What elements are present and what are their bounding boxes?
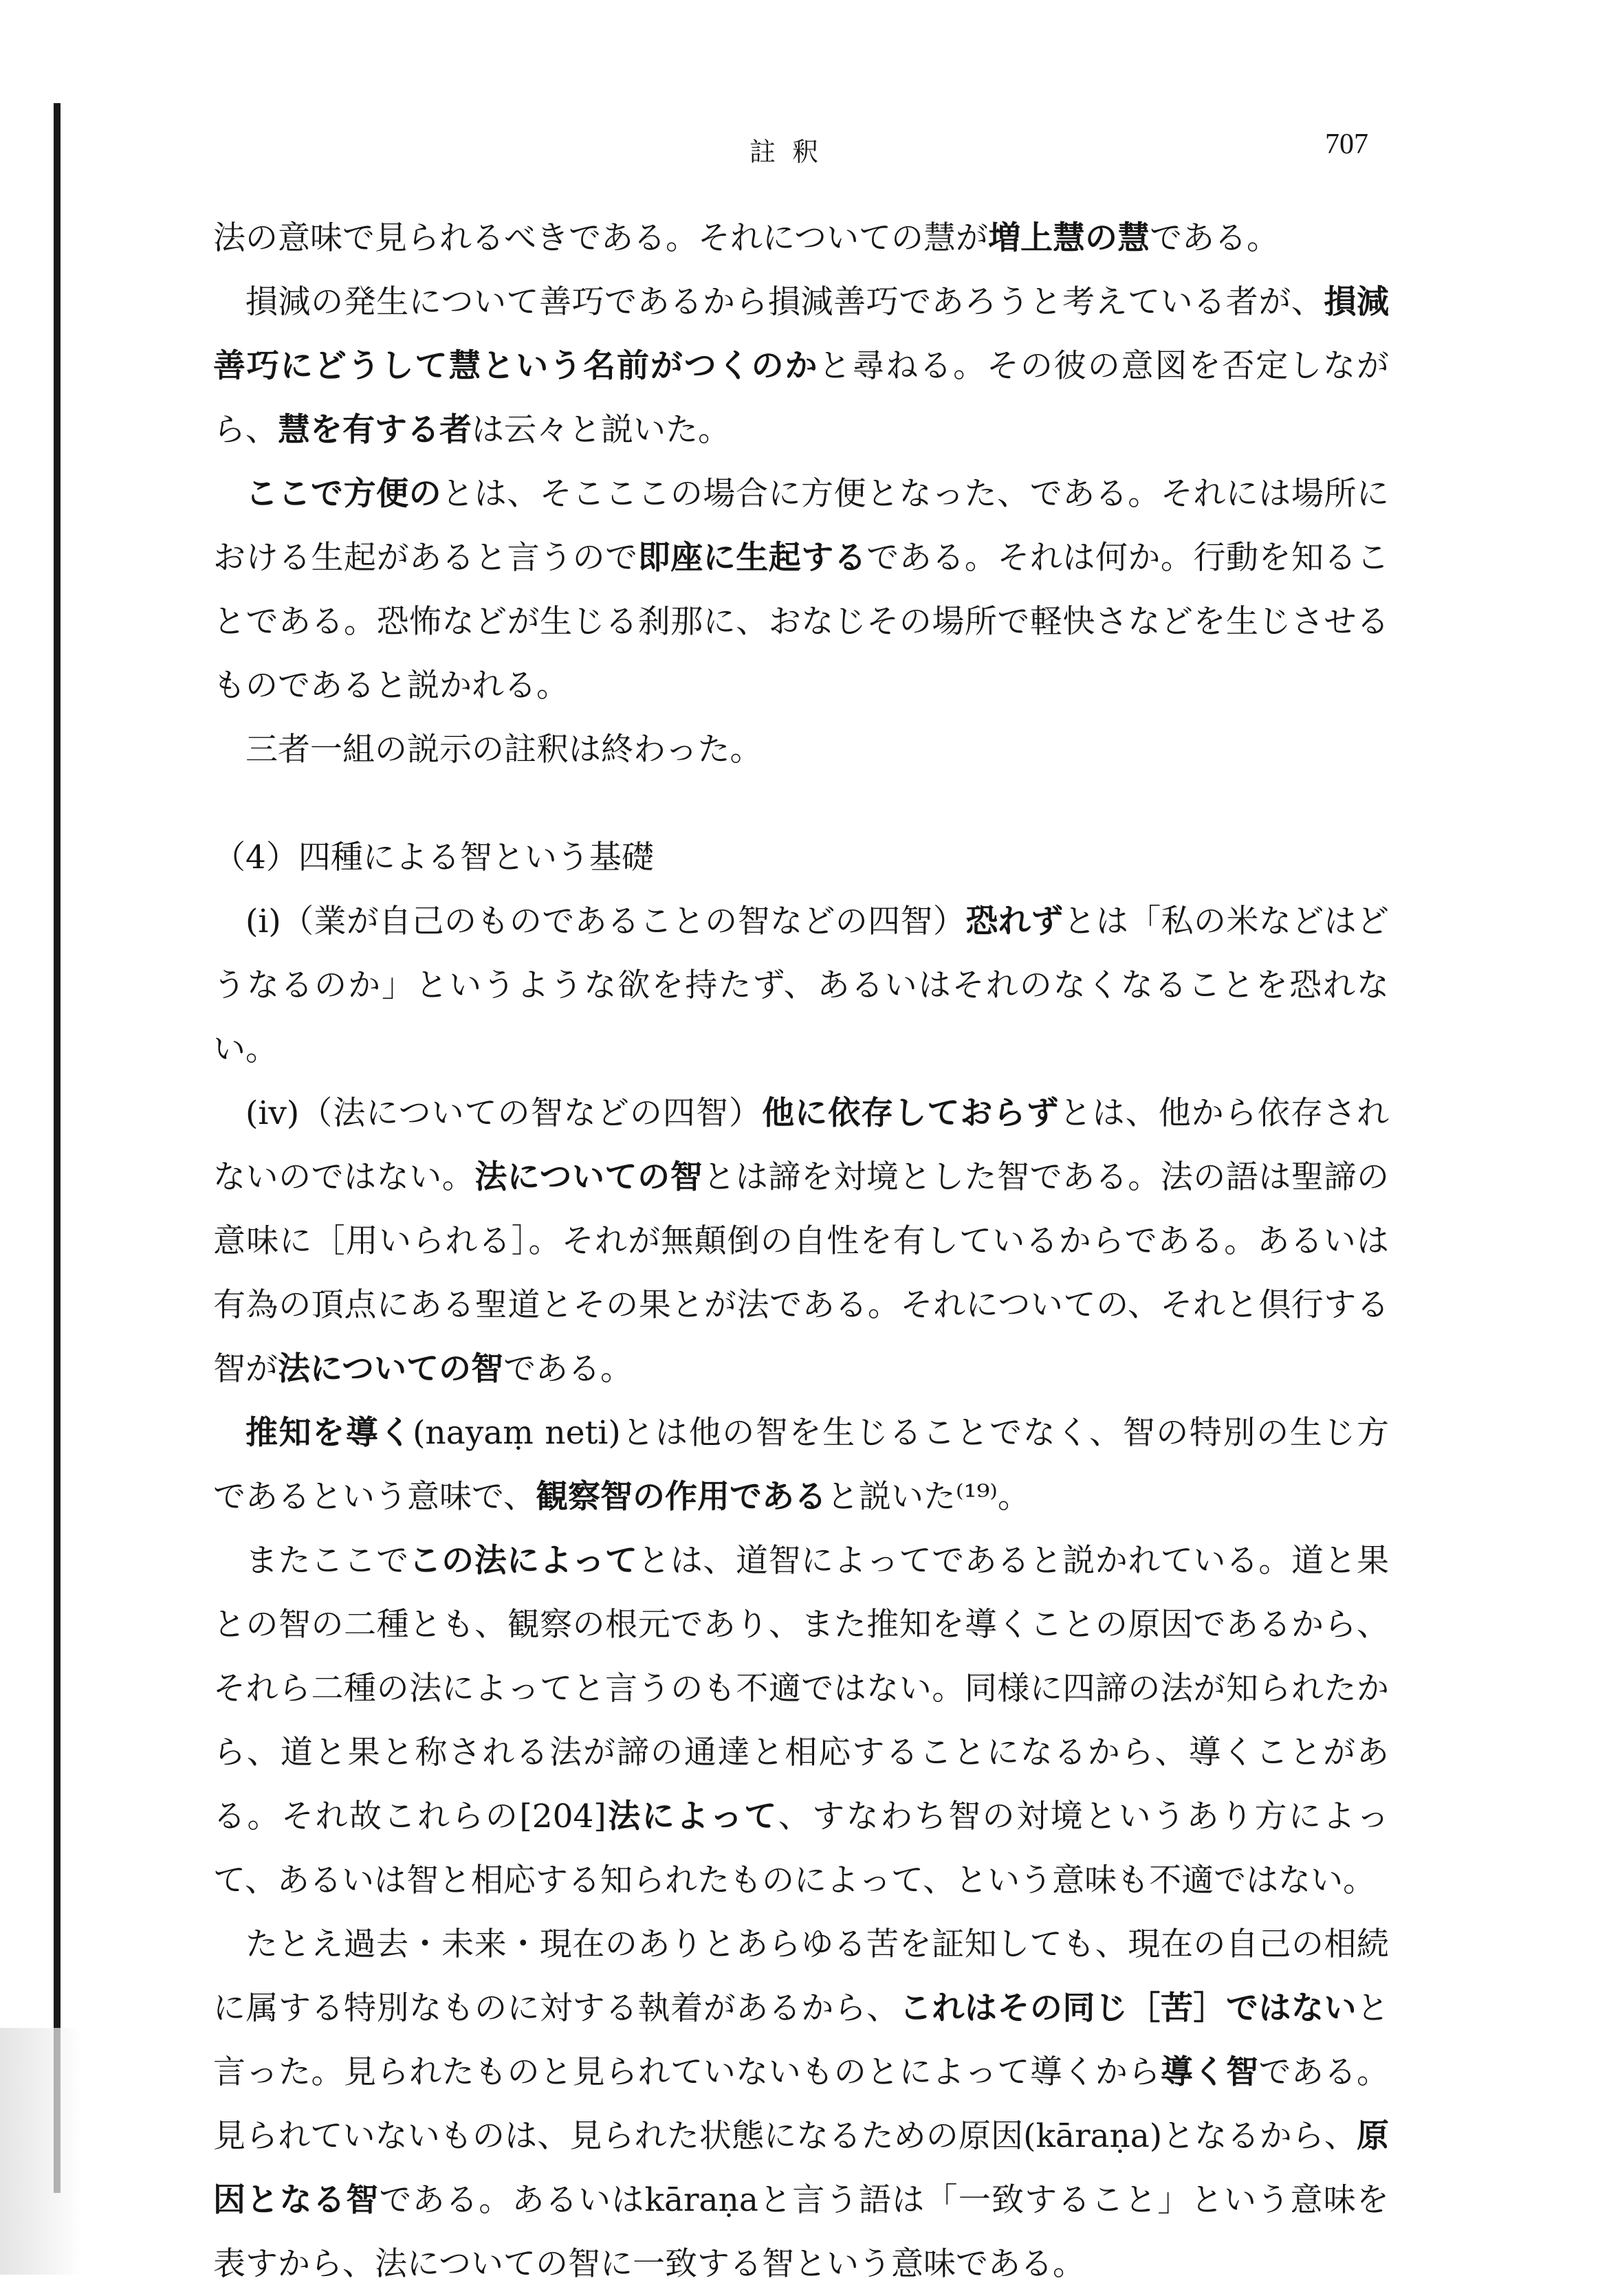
text-run: とは、道智によってであると説かれている。道と果との智の二種とも、観察の根元であり、また推知を導くことの原因であるから、それら二種の法によってと言うのも不適ではない。同様に四諦の法が知られたから、道と果と称される法が諦の通達と相応することになるから、導くことがある。それ故これらの[204] — [213, 1542, 1390, 1835]
text-run: と説いた⁽¹⁹⁾。 — [827, 1478, 1030, 1516]
page-number: 707 — [1325, 129, 1368, 160]
bold-term: 他に依存しておらず — [762, 1094, 1060, 1132]
bold-term: 法によって — [606, 1798, 778, 1835]
text-run: と言った。見られたものと見られていないものとによって導くから — [213, 1989, 1390, 2091]
bold-term: ここで方便の — [245, 475, 442, 513]
bold-term: 恐れず — [965, 903, 1064, 940]
text-run: (nayaṃ neti)とは他の智を生じることでなく、智の特別の生じ方であるという意味で、 — [213, 1414, 1390, 1516]
running-header — [213, 131, 1368, 172]
text-run: とは、他から依存されないのではない。 — [213, 1094, 1390, 1196]
text-run: である。見られていないものは、見られた状態になるための原因(kāraṇa)となるから、 — [213, 2053, 1390, 2155]
text-run: （4）四種による智という基礎 — [213, 839, 654, 876]
text-run: 三者一組の説示の註釈は終わった。 — [245, 731, 763, 769]
text-run: とは「私の米などはどうなるのか」というような欲を持たず、あるいはそれのなくなることを恐れない。 — [213, 903, 1389, 1068]
bold-term: 導く智 — [1160, 2053, 1259, 2091]
bold-term: 推知を導く — [245, 1414, 413, 1452]
bold-term: 法についての智 — [474, 1158, 703, 1196]
text-run: と尋ねる。その彼の意図を否定しながら、 — [213, 347, 1390, 449]
text-run: である。それは何か。行動を知ることである。恐怖などが生じる刹那に、おなじその場所で軽快さなどを生じさせるものであると説かれる。 — [213, 539, 1390, 705]
paragraph-5 — [213, 890, 1389, 1081]
paragraph-3 — [213, 462, 1389, 718]
bold-term: 観察智の作用である — [536, 1478, 827, 1516]
text-run: である。あるいはkāraṇaと言う語は「一致すること」という意味を表すから、法についての智に一致する智という意味である。 — [213, 2181, 1390, 2283]
text-run: は云々と説いた。 — [472, 411, 730, 449]
paragraph-9 — [213, 1912, 1389, 2296]
paragraph-7 — [213, 1401, 1389, 1529]
paragraph-6 — [213, 1081, 1389, 1401]
bold-term: 即座に生起する — [637, 539, 867, 577]
paragraph-8 — [213, 1529, 1389, 1912]
bold-term: 原因となる智 — [213, 2117, 1389, 2219]
text-run: 法の意味で見られるべきである。それについての慧が — [213, 219, 989, 257]
paragraph-1 — [213, 206, 1389, 270]
text-run: とは諦を対境とした智である。法の語は聖諦の意味に［用いられる］。それが無顛倒の自性を有しているからである。あるいは有為の頂点にある聖道とその果とが法である。それについての、それと倶行する智が — [213, 1158, 1390, 1388]
paragraph-2 — [213, 270, 1389, 462]
text-run: である。 — [1150, 219, 1280, 257]
bold-term: この法によって — [408, 1542, 638, 1580]
text-run: 損減の発生について善巧であるから損減善巧であろうと考えている者が、 — [245, 283, 1324, 321]
bold-term: 法についての智 — [278, 1350, 504, 1388]
text-run: (iv)（法についての智などの四智） — [245, 1094, 763, 1132]
bold-term: 増上慧の慧 — [988, 219, 1150, 257]
text-run: 、すなわち智の対境というあり方によって、あるいは智と相応する知られたものによって、という意味も不適ではない。 — [213, 1798, 1390, 1899]
text-run: またここで — [245, 1542, 409, 1580]
text-run: とは、そこここの場合に方便となった、である。それには場所における生起があると言うので — [213, 475, 1390, 577]
text-run: (i)（業が自己のものであることの智などの四智） — [245, 903, 966, 940]
bold-term: 慧を有する者 — [278, 411, 472, 449]
main-text — [213, 206, 1389, 2296]
header-title: 註釈 — [749, 137, 835, 167]
book-spine-edge — [54, 103, 61, 2193]
text-run: である。 — [503, 1350, 633, 1388]
bold-term: これはその同じ［苦］ではない — [899, 1989, 1357, 2027]
section-heading — [213, 826, 1389, 890]
paragraph-4 — [213, 718, 1389, 782]
scan-shadow — [0, 2028, 83, 2275]
bold-term: 損減善巧にどうして慧という名前がつくのか — [213, 283, 1390, 385]
text-run: たとえ過去・未来・現在のありとあらゆる苦を証知しても、現在の自己の相続に属する特別なものに対する執着があるから、 — [213, 1925, 1389, 2027]
